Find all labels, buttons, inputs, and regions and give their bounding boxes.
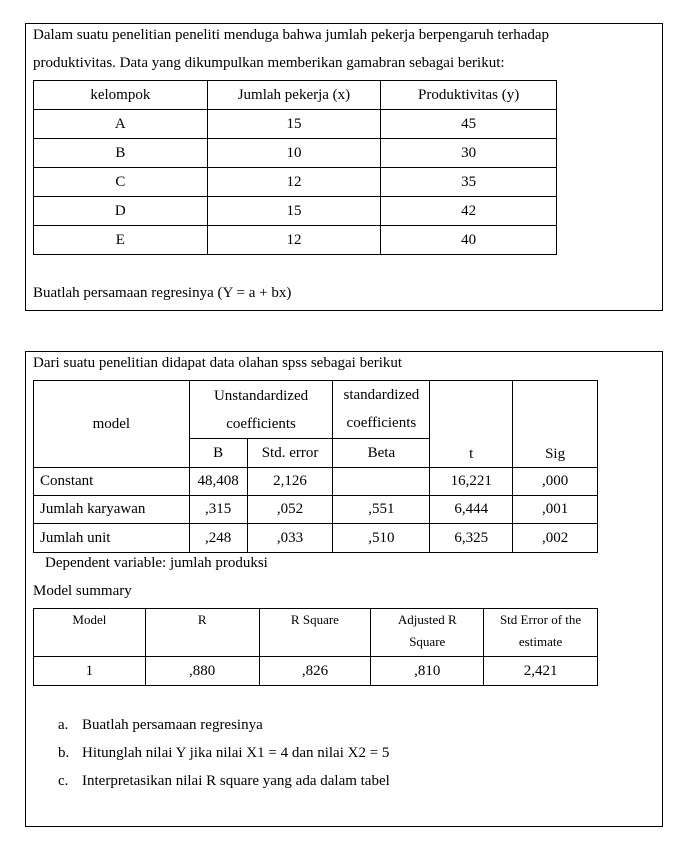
header-model: model bbox=[34, 381, 190, 468]
header-model: Model bbox=[34, 609, 146, 657]
cell-y: 30 bbox=[381, 139, 557, 168]
table-header-row bbox=[34, 381, 598, 439]
cell-model: Jumlah karyawan bbox=[34, 496, 190, 524]
list-item bbox=[58, 739, 390, 767]
cell-sig: ,002 bbox=[513, 524, 598, 553]
cell-t: 16,221 bbox=[430, 468, 513, 496]
header-unstandardized-line2: coefficients bbox=[226, 415, 296, 432]
q1-intro-line1: Dalam suatu penelitian peneliti menduga bahwa jumlah pekerja berpengaruh terhadap bbox=[33, 27, 550, 43]
cell-y: 35 bbox=[381, 168, 557, 197]
table-row bbox=[34, 226, 557, 255]
cell-kelompok: D bbox=[34, 197, 208, 226]
cell-beta: ,510 bbox=[333, 524, 430, 553]
header-b: B bbox=[189, 439, 247, 468]
header-adjusted-line1: Adjusted R bbox=[397, 612, 457, 627]
cell-std-error: 2,126 bbox=[247, 468, 333, 496]
header-r: R bbox=[145, 609, 259, 657]
header-standardized bbox=[333, 381, 430, 439]
list-item-text: Hitunglah nilai Y jika nilai X1 = 4 dan nilai X2 = 5 bbox=[82, 745, 390, 761]
dependent-variable-note: Dependent variable: jumlah produksi bbox=[45, 555, 268, 571]
header-std-error: Std. error bbox=[247, 439, 333, 468]
cell-model: 1 bbox=[34, 657, 146, 686]
header-adjusted-line2: Square bbox=[409, 634, 446, 649]
cell-std-error-estimate: 2,421 bbox=[484, 657, 598, 686]
header-kelompok: kelompok bbox=[34, 81, 208, 110]
table-header-row bbox=[34, 609, 598, 657]
header-produktivitas: Produktivitas (y) bbox=[381, 81, 557, 110]
cell-r-square: ,826 bbox=[259, 657, 371, 686]
header-adjusted-r-square bbox=[371, 609, 484, 657]
header-t: t bbox=[430, 381, 513, 468]
header-standardized-line1: standardized bbox=[343, 387, 420, 403]
cell-x: 12 bbox=[207, 226, 381, 255]
task-list bbox=[58, 711, 390, 795]
header-unstandardized bbox=[189, 381, 333, 439]
list-marker: a. bbox=[58, 717, 69, 733]
cell-t: 6,325 bbox=[430, 524, 513, 553]
cell-model: Jumlah unit bbox=[34, 524, 190, 553]
table-row bbox=[34, 468, 598, 496]
list-item-text: Buatlah persamaan regresinya bbox=[82, 717, 263, 733]
cell-adjusted-r-square: ,810 bbox=[371, 657, 484, 686]
header-std-error-line2: estimate bbox=[518, 634, 563, 649]
cell-y: 42 bbox=[381, 197, 557, 226]
header-standardized-line2: coefficients bbox=[346, 415, 417, 431]
table-row bbox=[34, 197, 557, 226]
cell-kelompok: C bbox=[34, 168, 208, 197]
list-item-text: Interpretasikan nilai R square yang ada dalam tabel bbox=[82, 773, 390, 789]
cell-b: ,315 bbox=[189, 496, 247, 524]
table-row bbox=[34, 168, 557, 197]
header-std-error-estimate bbox=[484, 609, 598, 657]
q1-intro-line2: produktivitas. Data yang dikumpulkan memberikan gamabran sebagai berikut: bbox=[33, 55, 505, 71]
cell-x: 15 bbox=[207, 110, 381, 139]
cell-x: 12 bbox=[207, 168, 381, 197]
model-summary-title: Model summary bbox=[33, 583, 132, 599]
cell-kelompok: B bbox=[34, 139, 208, 168]
table-row bbox=[34, 110, 557, 139]
q1-data-table bbox=[33, 80, 557, 255]
cell-model: Constant bbox=[34, 468, 190, 496]
table-row bbox=[34, 139, 557, 168]
table-header-row bbox=[34, 81, 557, 110]
list-marker: b. bbox=[58, 745, 70, 761]
cell-std-error: ,033 bbox=[247, 524, 333, 553]
header-beta: Beta bbox=[333, 439, 430, 468]
header-sig: Sig bbox=[513, 381, 598, 468]
model-summary-table bbox=[33, 608, 598, 686]
table-row bbox=[34, 496, 598, 524]
cell-x: 10 bbox=[207, 139, 381, 168]
cell-b: ,248 bbox=[189, 524, 247, 553]
cell-x: 15 bbox=[207, 197, 381, 226]
cell-sig: ,001 bbox=[513, 496, 598, 524]
cell-kelompok: A bbox=[34, 110, 208, 139]
header-jumlah-pekerja: Jumlah pekerja (x) bbox=[207, 81, 381, 110]
cell-beta: ,551 bbox=[333, 496, 430, 524]
table-row bbox=[34, 524, 598, 553]
cell-y: 40 bbox=[381, 226, 557, 255]
q2-intro: Dari suatu penelitian didapat data olahan spss sebagai berikut bbox=[33, 355, 403, 371]
cell-b: 48,408 bbox=[189, 468, 247, 496]
cell-kelompok: E bbox=[34, 226, 208, 255]
cell-r: ,880 bbox=[145, 657, 259, 686]
q1-instruction: Buatlah persamaan regresinya (Y = a + bx) bbox=[33, 285, 292, 301]
cell-sig: ,000 bbox=[513, 468, 598, 496]
cell-beta bbox=[333, 468, 430, 496]
cell-y: 45 bbox=[381, 110, 557, 139]
coefficients-table bbox=[33, 380, 598, 553]
header-std-error-line1: Std Error of the bbox=[499, 612, 582, 627]
header-unstandardized-line1: Unstandardized bbox=[213, 387, 309, 404]
list-item bbox=[58, 711, 390, 739]
list-item bbox=[58, 767, 390, 795]
list-marker: c. bbox=[58, 773, 69, 789]
header-r-square: R Square bbox=[259, 609, 371, 657]
cell-std-error: ,052 bbox=[247, 496, 333, 524]
cell-t: 6,444 bbox=[430, 496, 513, 524]
table-row bbox=[34, 657, 598, 686]
